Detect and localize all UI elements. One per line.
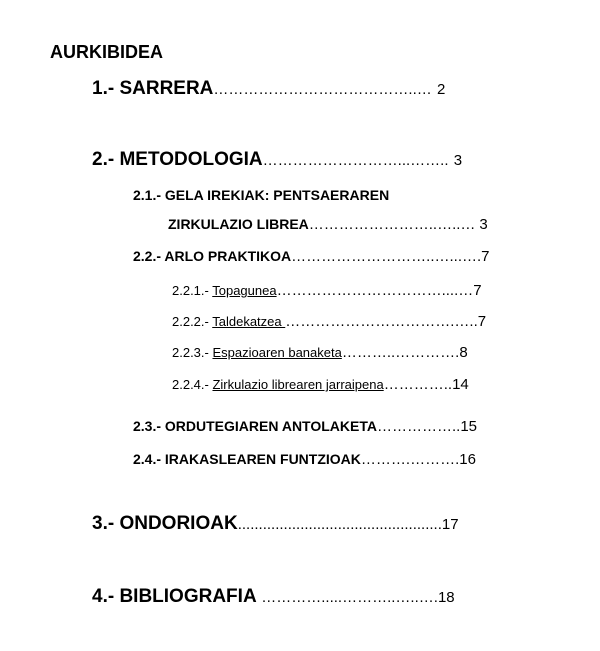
toc-entry-number: 2.2.3.- [172,345,213,360]
toc-dot-leader: ………..…………. [341,344,460,361]
toc-entry-sarrera [92,78,445,100]
toc-page-number: 2 [437,81,446,98]
toc-entry-topagunea [172,282,482,299]
toc-entry-ordutegiaren-antolaketa [133,418,477,435]
toc-entry-link[interactable]: Espazioaren banaketa [212,345,342,360]
toc-dot-leader: ……….………. [360,451,460,468]
toc-entry-zirkulazio-librearen-jarraipena [172,376,469,393]
toc-page-number: 17 [441,516,459,533]
toc-entry-espazioaren-banaketa [172,344,468,361]
toc-entry-gela-irekiak-line1 [133,187,389,203]
toc-page-number: 7 [481,248,490,265]
toc-entry-link[interactable]: Taldekatzea [212,314,286,329]
toc-entry-label: 4.- BIBLIOGRAFIA [92,586,256,607]
toc-entry-bibliografia [92,586,455,608]
toc-page-number: 7 [477,313,487,330]
toc-entry-gela-irekiak-line2 [168,216,488,233]
toc-dot-leader: ……………………………....… [276,282,474,299]
toc-entry-arlo-praktikoa [133,248,490,265]
toc-dot-leader: ................................................. [237,516,442,533]
toc-page-number: 3 [453,152,463,169]
toc-entry-label: 3.- ONDORIOAK [92,513,238,534]
toc-entry-label: 2.4.- IRAKASLEAREN FUNTZIOAK [133,451,361,467]
toc-dot-leader: …………………………………..… [213,81,432,98]
toc-entry-metodologia [92,149,462,171]
toc-dot-leader: ……………………..…..… [308,216,476,233]
toc-dot-leader: ………….. [383,376,453,393]
toc-entry-number: 2.2.2.- [172,314,213,329]
toc-dot-leader: ………………………...…….. [262,152,449,169]
toc-entry-label: 2.1.- GELA IREKIAK: PENTSAERAREN [133,187,390,203]
toc-page-number: 8 [459,344,468,361]
toc-entry-label: ZIRKULAZIO LIBREA [168,216,309,232]
toc-dot-leader: …………………………….….. [285,313,478,330]
toc-page-number: 18 [437,589,455,606]
toc-page-number: 14 [452,376,469,393]
toc-entry-ondorioak [92,513,459,535]
toc-page-number: 7 [473,282,482,299]
toc-entry-label: 2.2.- ARLO PRAKTIKOA [133,248,292,264]
toc-page-number: 3 [479,216,488,233]
toc-entry-link[interactable]: Zirkulazio librearen jarraipena [212,377,384,392]
toc-entry-taldekatzea [172,313,486,330]
toc-entry-label: 1.- SARRERA [92,78,214,99]
toc-entry-link[interactable]: Topagunea [212,283,277,298]
toc-entry-label: 2.- METODOLOGIA [92,149,263,170]
toc-page-number: 16 [459,451,476,468]
toc-entry-label: 2.3.- ORDUTEGIAREN ANTOLAKETA [133,418,377,434]
toc-dot-leader: ………….....………..…..…. [261,589,438,606]
toc-page-number: 15 [460,418,478,435]
toc-entry-number: 2.2.4.- [172,377,213,392]
toc-title: AURKIBIDEA [50,42,164,62]
toc-entry-number: 2.2.1.- [172,283,213,298]
toc-dot-leader: ………………………..…...…. [291,248,482,265]
toc-dot-leader: …………….. [376,418,461,435]
toc-entry-irakaslearen-funtzioak [133,451,476,468]
